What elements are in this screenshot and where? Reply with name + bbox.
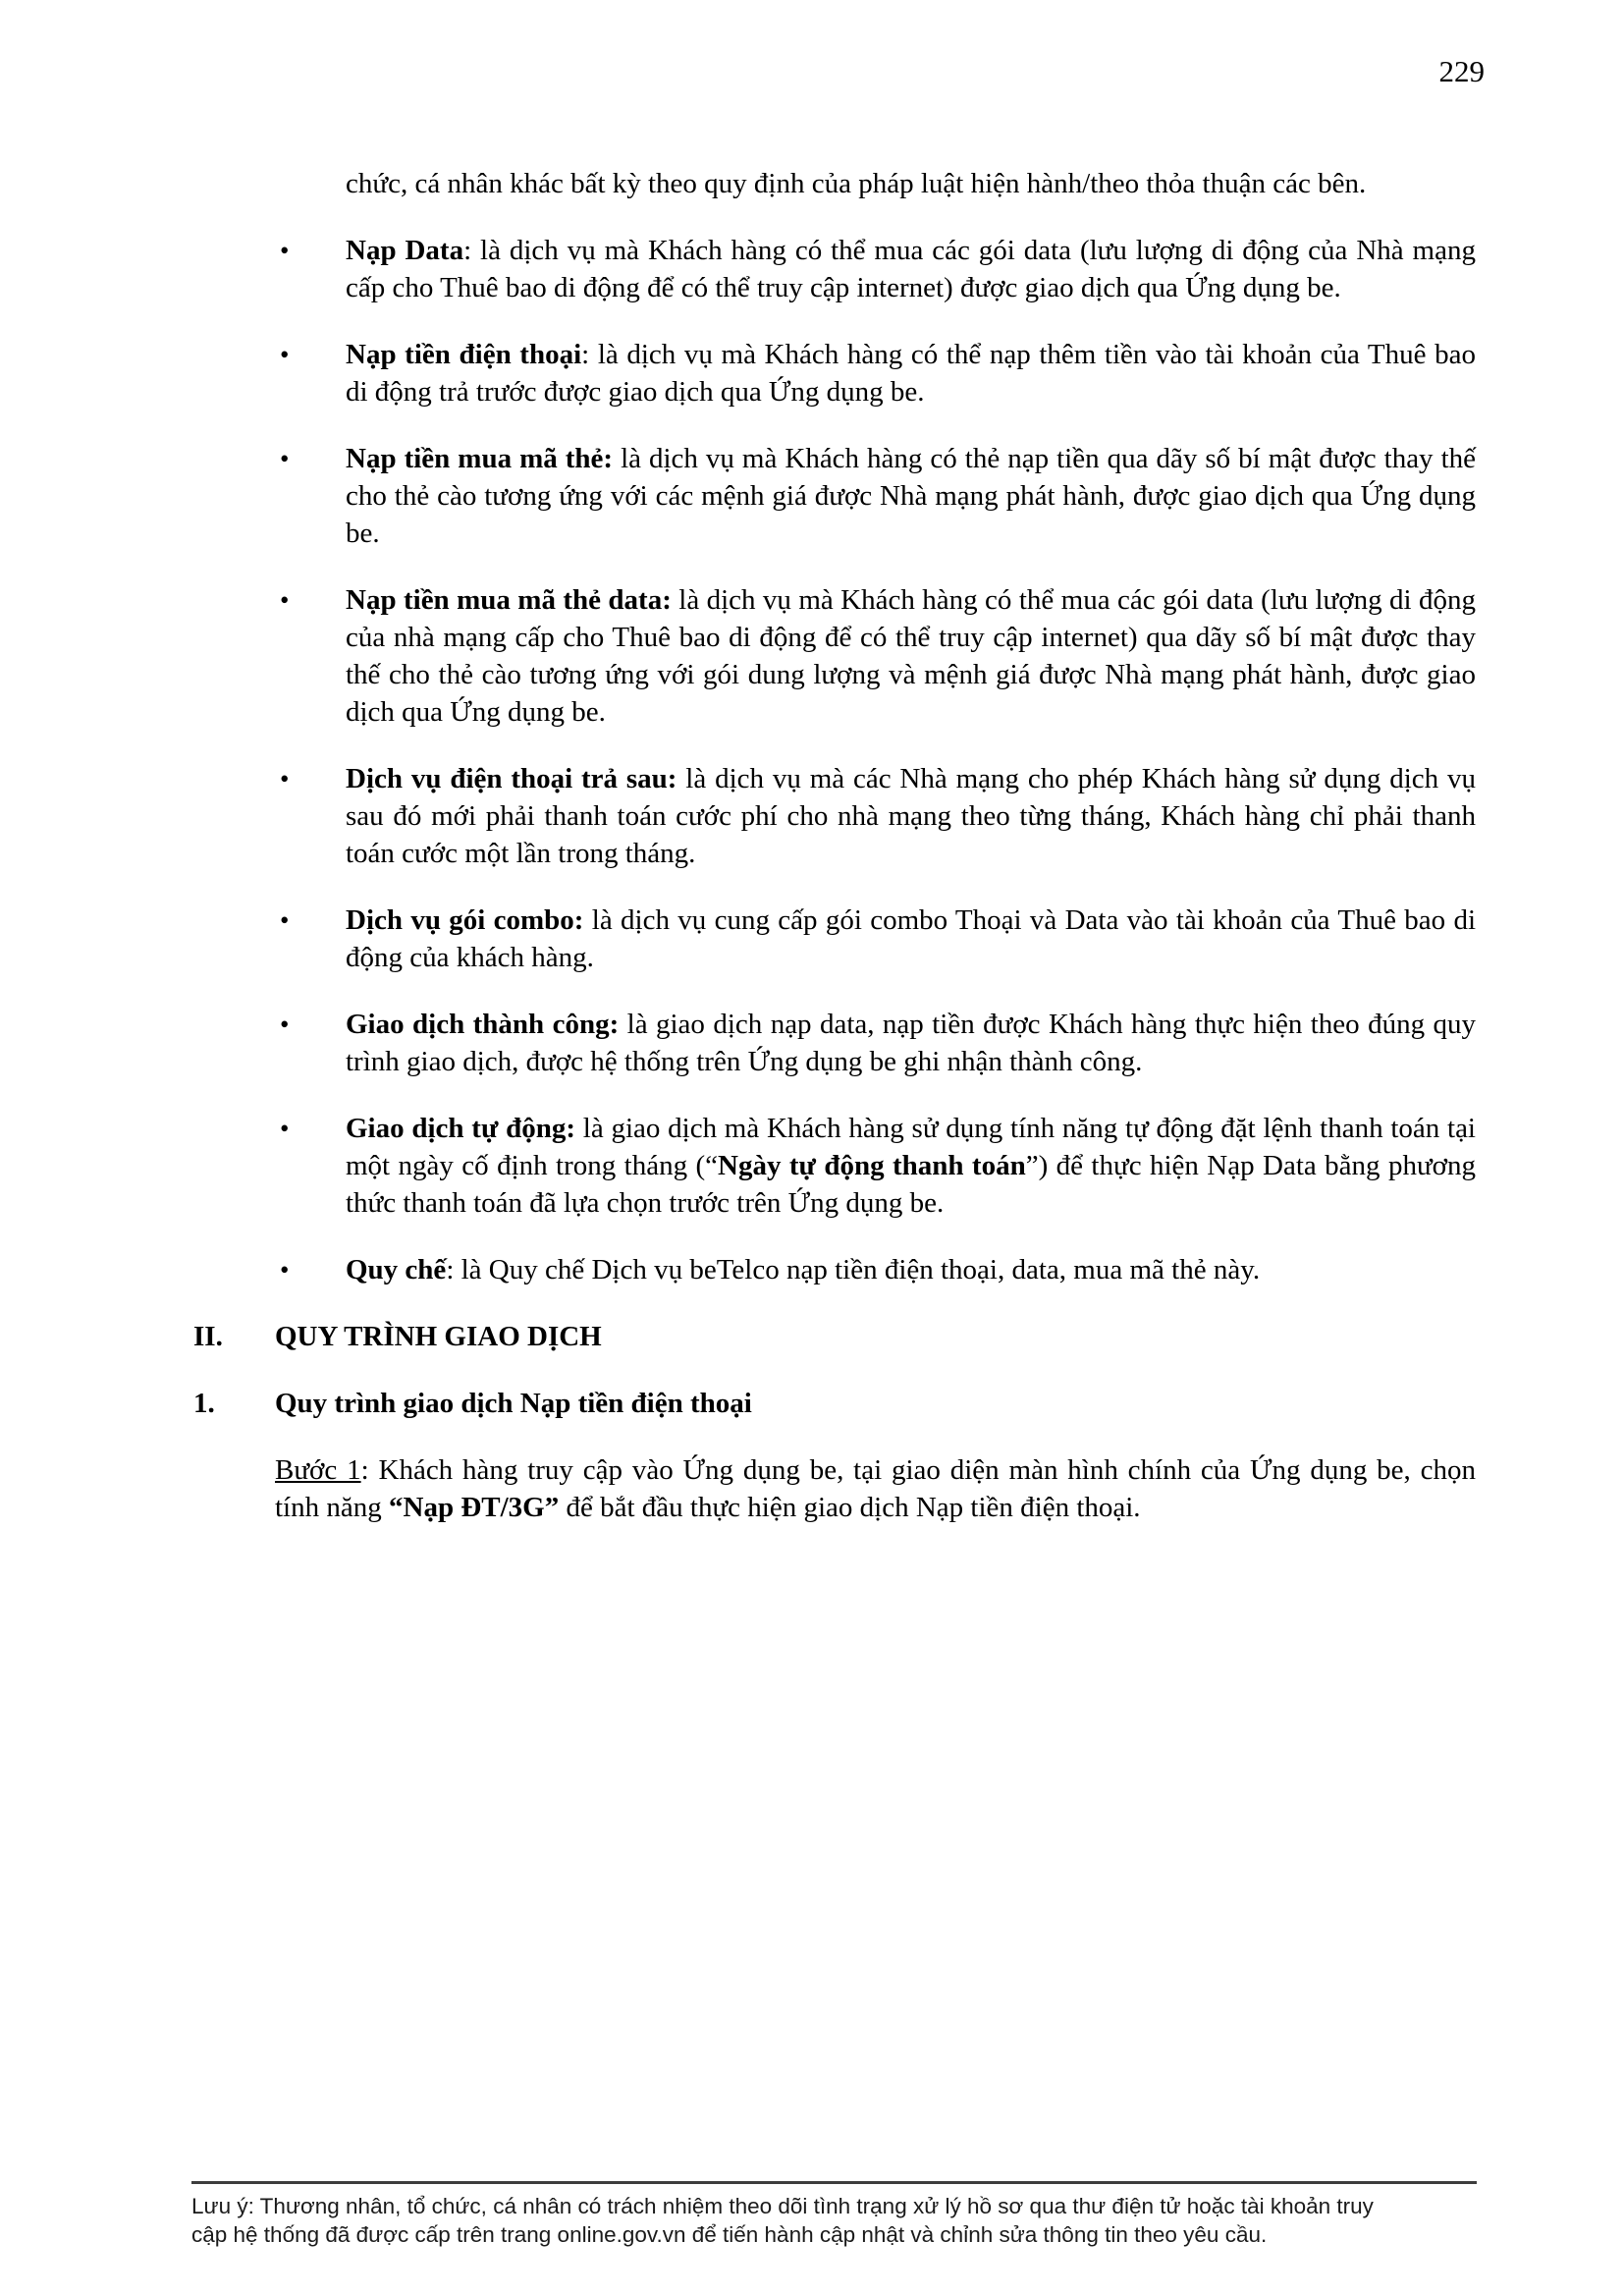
footer-line-2: cập hệ thống đã được cấp trên trang online.gov.vn để tiến hành cập nhật và chỉnh sửa thông tin theo yêu cầu.	[191, 2222, 1268, 2247]
bullet-text: Giao dịch tự động: là giao dịch mà Khách hàng sử dụng tính năng tự động đặt lệnh thanh toán tại một ngày cố định trong tháng (“Ngày tự động thanh toán”) để thực hiện Nạp Data bằng phương thức thanh toán đã lựa chọn trước trên Ứng dụng be.	[346, 1113, 1476, 1219]
section-title: QUY TRÌNH GIAO DỊCH	[275, 1321, 602, 1352]
bullet-text: Nạp Data: là dịch vụ mà Khách hàng có thể mua các gói data (lưu lượng di động của Nhà mạng cấp cho Thuê bao di động để có thể truy cập internet) được giao dịch qua Ứng dụng be.	[346, 235, 1476, 303]
bullet-text: Quy chế: là Quy chế Dịch vụ beTelco nạp tiền điện thoại, data, mua mã thẻ này.	[346, 1254, 1261, 1285]
bullet-marker-icon: •	[280, 905, 290, 935]
bullet-marker-icon: •	[280, 1114, 290, 1143]
section-number: II.	[193, 1321, 223, 1352]
page-number: 229	[1438, 54, 1485, 88]
bullet-text: Nạp tiền mua mã thẻ data: là dịch vụ mà Khách hàng có thể mua các gói data (lưu lượng di động của nhà mạng cấp cho Thuê bao di động để có thể truy cập internet) qua dãy số bí mật được thay thế cho thẻ cào tương ứng với gói dung lượng và mệnh giá được Nhà mạng phát hành, được giao dịch qua Ứng dụng be.	[346, 584, 1476, 728]
bullet-marker-icon: •	[280, 340, 290, 369]
bullet-list	[193, 232, 1476, 1288]
bullet-text: Giao dịch thành công: là giao dịch nạp data, nạp tiền được Khách hàng thực hiện theo đúng quy trình giao dịch, được hệ thống trên Ứng dụng be ghi nhận thành công.	[346, 1009, 1476, 1077]
bullet-text: Nạp tiền mua mã thẻ: là dịch vụ mà Khách hàng có thẻ nạp tiền qua dãy số bí mật được thay thế cho thẻ cào tương ứng với các mệnh giá được Nhà mạng phát hành, được giao dịch qua Ứng dụng be.	[346, 443, 1476, 549]
section-heading-ii	[193, 1318, 1476, 1355]
footer-line-1: Lưu ý: Thương nhân, tổ chức, cá nhân có trách nhiệm theo dõi tình trạng xử lý hồ sơ qua thư điện tử hoặc tài khoản truy	[191, 2194, 1374, 2218]
bullet-item	[193, 440, 1476, 552]
bullet-marker-icon: •	[280, 1255, 290, 1285]
bullet-marker-icon: •	[280, 444, 290, 473]
footer-divider	[191, 2181, 1477, 2184]
bullet-item	[193, 1110, 1476, 1222]
bullet-text: Nạp tiền điện thoại: là dịch vụ mà Khách hàng có thể nạp thêm tiền vào tài khoản của Thuê bao di động trả trước được giao dịch qua Ứng dụng be.	[346, 339, 1476, 408]
bullet-item	[193, 902, 1476, 976]
bullet-item	[193, 1251, 1476, 1288]
bullet-item	[193, 1006, 1476, 1080]
intro-paragraph: chức, cá nhân khác bất kỳ theo quy định của pháp luật hiện hành/theo thỏa thuận các bên.	[346, 168, 1367, 199]
bullet-marker-icon: •	[280, 236, 290, 265]
bullet-marker-icon: •	[280, 1010, 290, 1039]
subsection-heading-1	[193, 1385, 1476, 1422]
bullet-text: Dịch vụ gói combo: là dịch vụ cung cấp gói combo Thoại và Data vào tài khoản của Thuê bao di động của khách hàng.	[346, 904, 1477, 973]
subsection-number: 1.	[193, 1388, 215, 1419]
bullet-item	[193, 336, 1476, 410]
document-body	[193, 165, 1476, 1526]
subsection-title: Quy trình giao dịch Nạp tiền điện thoại	[275, 1388, 752, 1419]
bullet-item	[193, 232, 1476, 306]
bullet-text: Dịch vụ điện thoại trả sau: là dịch vụ mà các Nhà mạng cho phép Khách hàng sử dụng dịch vụ sau đó mới phải thanh toán cước phí cho nhà mạng theo từng tháng, Khách hàng chỉ phải thanh toán cước một lần trong tháng.	[346, 763, 1476, 869]
bullet-marker-icon: •	[280, 585, 290, 615]
step-paragraph: Bước 1: Khách hàng truy cập vào Ứng dụng be, tại giao diện màn hình chính của Ứng dụng be, chọn tính năng “Nạp ĐT/3G” để bắt đầu thực hiện giao dịch Nạp tiền điện thoại.	[275, 1454, 1476, 1523]
bullet-marker-icon: •	[280, 764, 290, 793]
footer-note	[191, 2181, 1477, 2249]
bullet-item	[193, 581, 1476, 731]
bullet-item	[193, 760, 1476, 872]
